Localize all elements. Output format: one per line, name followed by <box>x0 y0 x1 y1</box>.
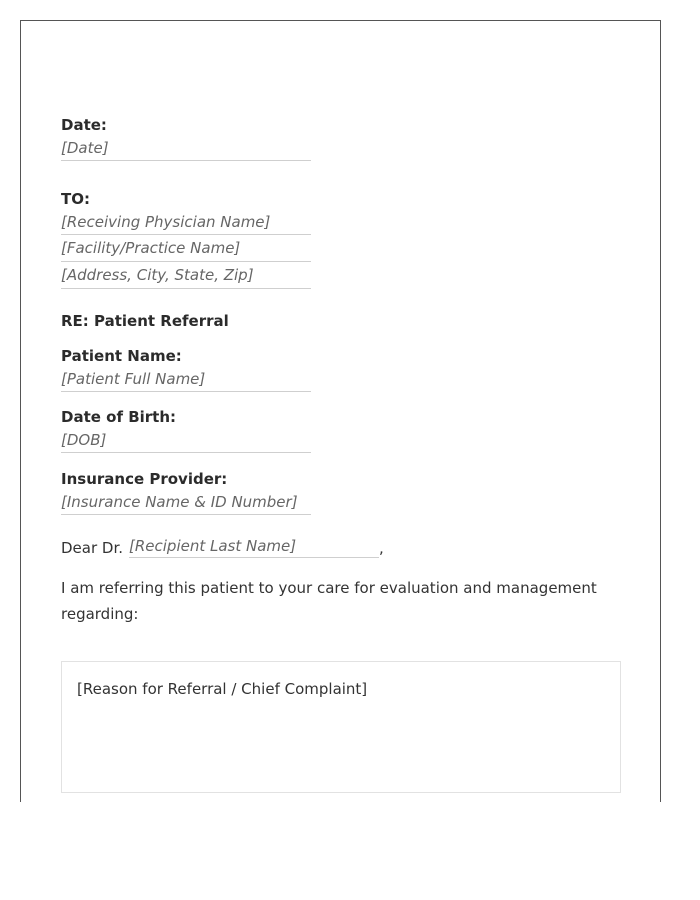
reason-placeholder: [Reason for Referral / Chief Complaint] <box>77 680 368 698</box>
date-field[interactable]: [Date] <box>61 135 311 161</box>
to-label: TO: <box>61 190 90 208</box>
insurance-label: Insurance Provider: <box>61 470 228 488</box>
referral-intro-text: I am referring this patient to your care for evaluation and management regarding: <box>61 579 597 623</box>
insurance-field[interactable]: [Insurance Name & ID Number] <box>61 489 311 515</box>
dob-field[interactable]: [DOB] <box>61 427 311 453</box>
re-heading: RE: Patient Referral <box>61 312 229 330</box>
date-label: Date: <box>61 116 107 134</box>
receiving-physician-field[interactable]: [Receiving Physician Name] <box>61 209 311 235</box>
facility-field[interactable]: [Facility/Practice Name] <box>61 235 311 262</box>
dob-label: Date of Birth: <box>61 408 177 426</box>
salutation-line <box>61 536 621 558</box>
letter-content <box>61 115 621 627</box>
patient-name-field[interactable]: [Patient Full Name] <box>61 366 311 392</box>
referral-letter-page <box>20 20 661 802</box>
reason-for-referral-textarea[interactable] <box>61 661 621 793</box>
patient-name-label: Patient Name: <box>61 347 182 365</box>
address-field[interactable]: [Address, City, State, Zip] <box>61 262 311 289</box>
recipient-last-name-field[interactable]: [Recipient Last Name] <box>129 536 379 558</box>
salutation-comma: , <box>379 539 384 557</box>
salutation-prefix: Dear Dr. <box>61 539 124 557</box>
